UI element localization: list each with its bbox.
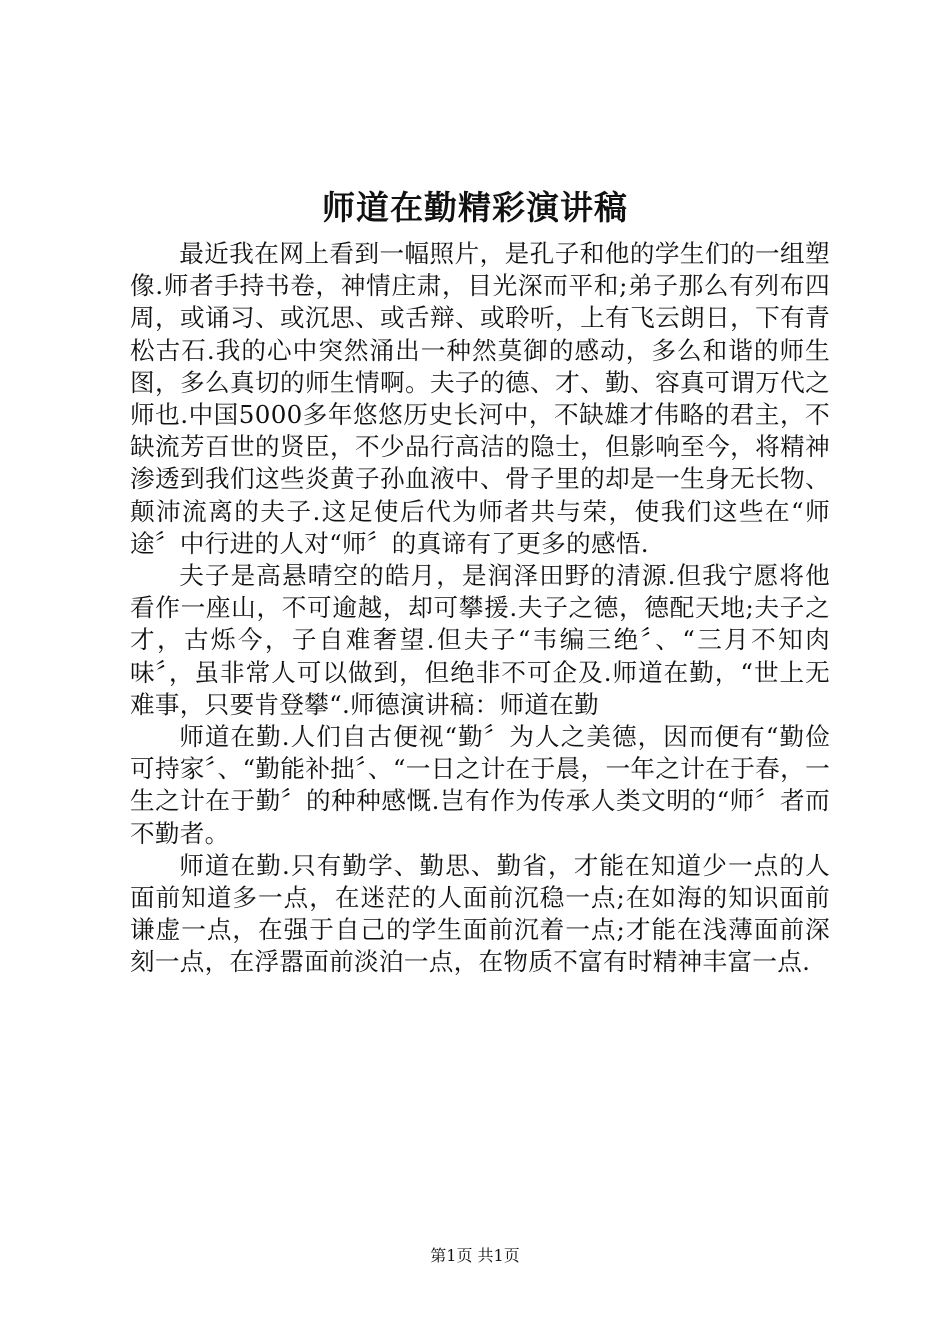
paragraph-3: 师道在勤.人们自古便视“勤〞为人之美德，因而便有“勤俭可持家〞、“勤能补拙〞、“一日之计在于晨，一年之计在于春，一生之计在于勤〞的种种感慨.岂有作为传承人类文明的“师〞者而不勤者。 [130, 722, 830, 848]
page-title: 师道在勤精彩演讲稿 [322, 188, 628, 227]
paragraph-1: 最近我在网上看到一幅照片，是孔子和他的学生们的一组塑像.师者手持书卷，神情庄肃，目光深而平和;弟子那么有列布四周，或诵习、或沉思、或舌辩、或聆听，上有飞云朗日，下有青松古石.我的心中突然涌出一种然莫御的感动，多么和谐的师生图，多么真切的师生情啊。夫子的德、才、勤、容真可谓万代之师也.中国5000多年悠悠历史长河中，不缺雄才伟略的君主，不缺流芳百世的贤臣，不少品行高洁的隐士，但影响至今，将精神渗透到我们这些炎黄子孙血液中、骨子里的却是一生身无长物、颠沛流离的夫子.这足使后代为师者共与荣，使我们这些在“师途〞中行进的人对“师〞的真谛有了更多的感悟. [130, 239, 830, 558]
page-footer: 第1页 共1页 [430, 1246, 520, 1265]
paragraph-2: 夫子是高悬晴空的皓月，是润泽田野的清源.但我宁愿将他看作一座山，不可逾越，却可攀援.夫子之德，德配天地;夫子之才，古烁今，子自难奢望.但夫子“韦编三绝〞、“三月不知肉味〞，虽非常人可以做到，但绝非不可企及.师道在勤，“世上无难事，只要肯登攀“.师德演讲稿：师道在勤 [130, 561, 830, 719]
document-body [130, 238, 830, 979]
paragraph-4: 师道在勤.只有勤学、勤思、勤省，才能在知道少一点的人面前知道多一点，在迷茫的人面前沉稳一点;在如海的知识面前谦虚一点，在强于自己的学生面前沉着一点;才能在浅薄面前深刻一点，在浮嚣面前淡泊一点，在物质不富有时精神丰富一点. [130, 850, 830, 977]
